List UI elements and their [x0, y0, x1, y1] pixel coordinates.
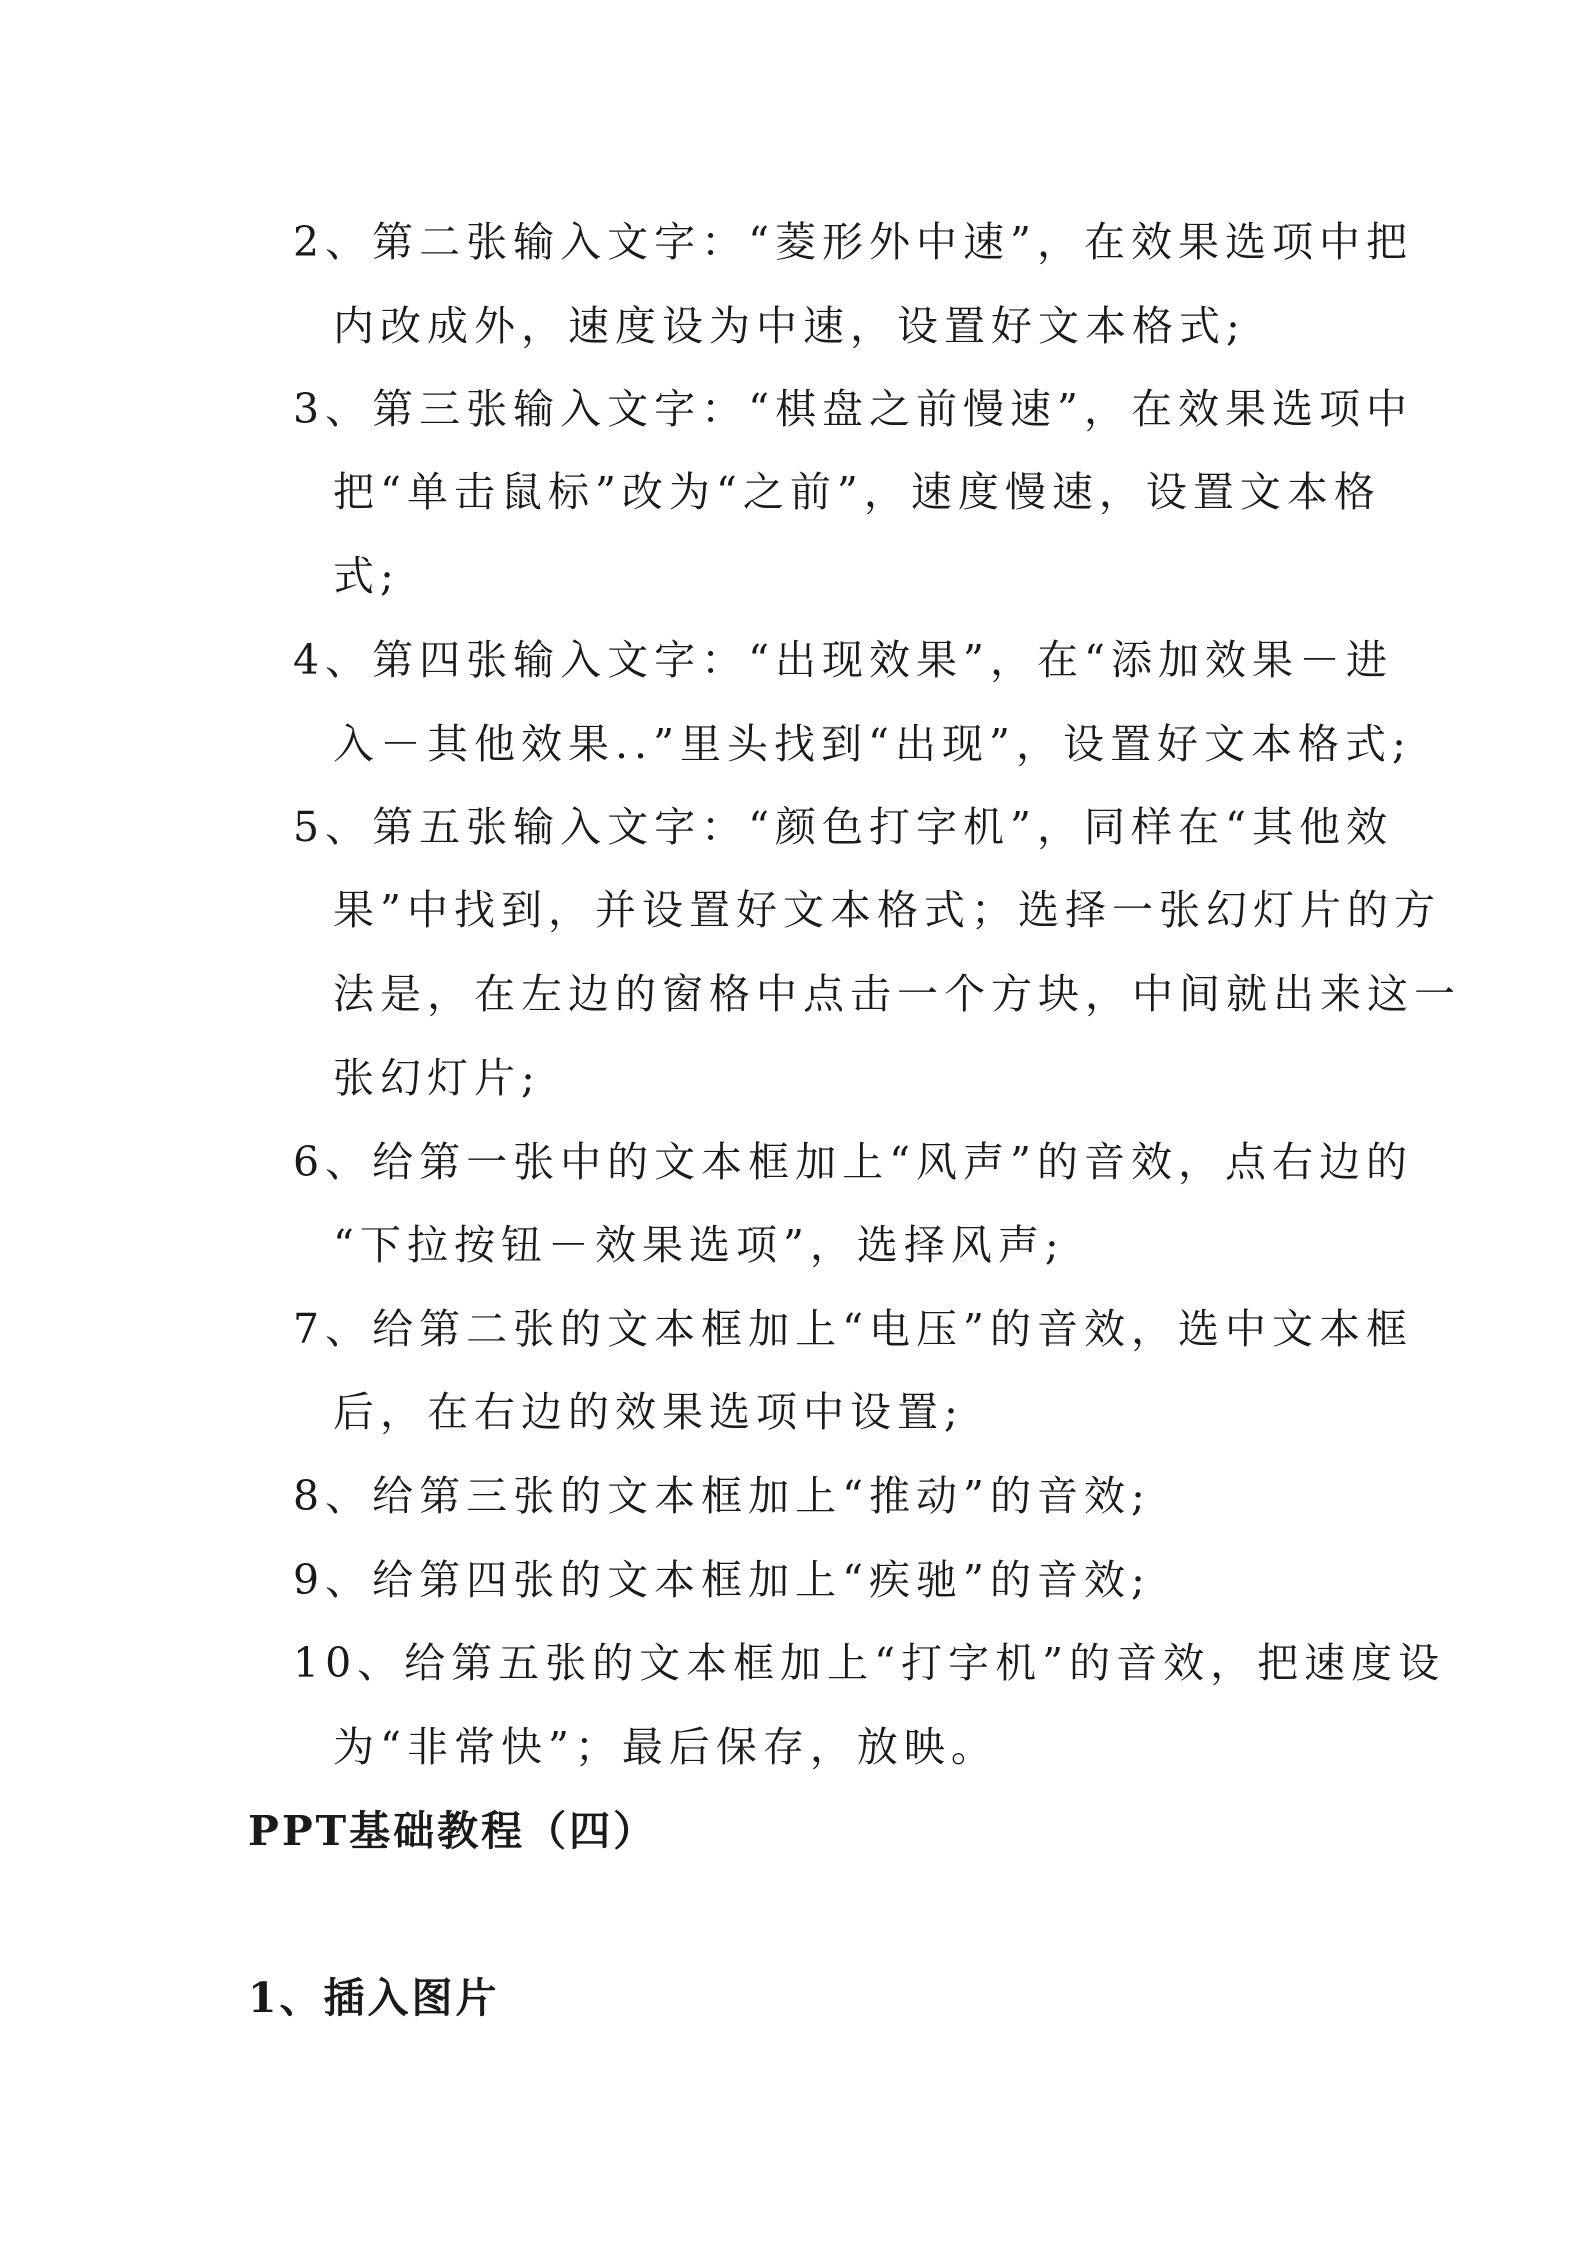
item-3-line-1: 3、第三张输入文字：“棋盘之前慢速”，在效果选项中 [293, 385, 1414, 433]
item-3-line-2: 把“单击鼠标”改为“之前”，速度慢速，设置文本格 [333, 468, 1381, 516]
item-10-line-1: 10、给第五张的文本框加上“打字机”的音效，把速度设 [293, 1639, 1446, 1687]
section-title: PPT基础教程（四） [248, 1807, 658, 1855]
item-6-line-2: “下拉按钮－效果选项”，选择风声; [333, 1221, 1065, 1269]
subsection-title: 1、插入图片 [248, 1974, 500, 2022]
item-5-line-1: 5、第五张输入文字：“颜色打字机”，同样在“其他效 [293, 803, 1393, 851]
item-10-line-2: 为“非常快”；最后保存，放映。 [333, 1723, 998, 1771]
item-5-line-4: 张幻灯片; [333, 1054, 541, 1102]
item-9-line-1: 9、给第四张的文本框加上“疾驰”的音效; [293, 1556, 1151, 1604]
item-2-line-1: 2、第二张输入文字：“菱形外中速”，在效果选项中把 [293, 218, 1414, 266]
item-4-line-1: 4、第四张输入文字：“出现效果”，在“添加效果－进 [293, 636, 1393, 684]
item-3-line-3: 式; [333, 552, 400, 600]
item-2-line-2: 内改成外，速度设为中速，设置好文本格式; [333, 302, 1246, 350]
item-5-line-3: 法是，在左边的窗格中点击一个方块，中间就出来这一 [333, 970, 1461, 1018]
item-5-line-2: 果”中找到，并设置好文本格式；选择一张幻灯片的方 [333, 886, 1441, 934]
item-7-line-2: 后，在右边的效果选项中设置; [333, 1388, 964, 1436]
item-8-line-1: 8、给第三张的文本框加上“推动”的音效; [293, 1472, 1151, 1520]
item-6-line-1: 6、给第一张中的文本框加上“风声”的音效，点右边的 [293, 1138, 1414, 1186]
item-7-line-1: 7、给第二张的文本框加上“电压”的音效，选中文本框 [293, 1305, 1414, 1353]
item-4-line-2: 入－其他效果..”里头找到“出现”，设置好文本格式; [333, 720, 1412, 768]
